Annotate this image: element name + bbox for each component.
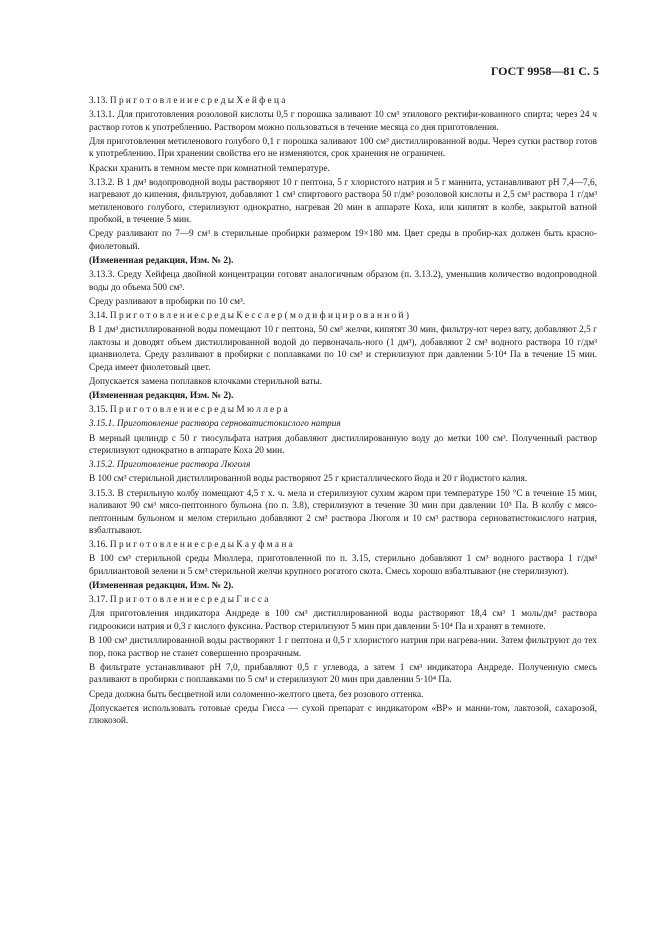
paragraph: 3.15. П р и г о т о в л е н и е с р е д ы М ю л л е р а xyxy=(89,405,288,416)
paragraph: В 100 см³ стерильной дистиллированной воды растворяют 25 г кристаллического йода и 20 г йодистого калия. xyxy=(89,474,528,485)
paragraph: Краски хранить в темном месте при комнатной температуре. xyxy=(89,163,330,174)
paragraph: Среда должна быть бесцветной или соломенно-желтого цвета, без розового оттенка. xyxy=(89,689,424,700)
paragraph: 3.13.3. Среду Хейфеца двойной концентрации готовят аналогичным образом (п. 3.13.2), уменьшив количество водопроводной воды до объема 500 см³. xyxy=(89,270,597,293)
paragraph: 3.15.1. Приготовление раствора серноватистокислого натрия xyxy=(89,419,341,430)
paragraph: 3.16. П р и г о т о в л е н и е с р е д ы К а у ф м а н а xyxy=(89,540,293,551)
paragraph: 3.15.2. Приготовление раствора Люголя xyxy=(89,460,251,471)
paragraph: Допускается использовать готовые среды Гисса — сухой препарат с индикатором «ВР» и манни-том, лактозой, сахарозой, глюкозой. xyxy=(89,703,597,727)
paragraph: В фильтрате устанавливают рН 7,0, прибавляют 0,5 г углевода, а затем 1 см³ индикатора Андреде. Полученную смесь разливают в пробирки с поплавками по 5 см³ и стерилизуют 20 мин при давлении 5·10⁴ Па. xyxy=(89,662,597,686)
paragraph: 3.17. П р и г о т о в л е н и е с р е д ы Г и с с а xyxy=(89,595,269,606)
paragraph: 3.14. П р и г о т о в л е н и е с р е д ы К е с с л е р ( м о д и ф и ц и р о в а н н о й ) xyxy=(89,311,409,322)
paragraph: Для приготовления индикатора Андреде в 100 см³ дистиллированной воды растворяют 18,4 см³ 1 моль/дм³ раствора гидроокиси натрия и 0,3 г кислого фуксина. Раствор стерилизуют 5 мин при давлении 5·10⁴ Па и хранят в темноте. xyxy=(89,609,597,632)
paragraph: Для приготовления метиленового голубого 0,1 г порошка заливают 100 см³ дистиллированной воды. Через сутки раствор готов к употреблению. При хранении свойства его не изменяются, срок хранения не ограничен. xyxy=(89,136,597,160)
paragraph: Среду разливают по 7—9 см³ в стерильные пробирки размером 19×180 мм. Цвет среды в пробир-ках должен быть красно-фиолетовый. xyxy=(89,229,597,252)
paragraph: (Измененная редакция, Изм. № 2). xyxy=(89,581,234,592)
paragraph: 3.15.3. В стерильную колбу помещают 4,5 г х. ч. мела и стерилизуют сухим жаром при температуре 150 °С в течение 15 мин, наливают 90 см³ мясо-пептонного бульона (по п. 3.8), стерилизуют в течение 30 мин при давлении 10⁵ Па. В колбу с мясо-пептонным бульоном и мелом стерильно добавляют 2 см³ раствора Люголя и 10 см³ раствора серноватистокислого натрия, взбалтывают. xyxy=(89,488,597,537)
paragraph: В мерный цилиндр с 50 г тиосульфата натрия добавляют дистиллированную воду до метки 100 см³. Полученный раствор стерилизуют однократно в аппарате Коха 20 мин. xyxy=(89,433,597,457)
paragraph: В 1 дм³ дистиллированной воды помещают 10 г пептона, 50 см³ желчи, кипятят 30 мин, фильтру-ют через вату, добавляют 2,5 г лактозы и доводят объем дистиллированной водой до первоначаль-ного (1 дм³), добавляют 2 см³ водного раствора 10 г/дм³ цианвиолета. Среду разливают в пробирки с поплавками по 10 см³ и стерилизуют при давлении 5·10⁴ Па в течение 15 мин. Среда имеет фиолетовый цвет. xyxy=(89,325,597,373)
paragraph: Среду разливают в пробирки по 10 см³. xyxy=(89,296,246,307)
paragraph: (Измененная редакция, Изм. № 2). xyxy=(89,391,234,402)
paragraph: (Измененная редакция, Изм. № 2). xyxy=(89,256,234,267)
paragraph: 3.13. П р и г о т о в л е н и е с р е д ы Х е й ф е ц а xyxy=(89,96,286,106)
paragraph: В 100 см³ стерильной среды Мюллера, приготовленной по п. 3.15, стерильно добавляют 1 см³ водного раствора 1 г/дм³ бриллиантовой зелени и 5 см³ стерильной желчи крупного рогатого скота. Смесь хорошо взбалтывают (не стерилизуют). xyxy=(89,554,597,578)
paragraph: 3.13.1. Для приготовления розоловой кислоты 0,5 г порошка заливают 10 см³ этилового ректифи-кованного спирта; через 24 ч раствор готов к употреблению. Раствором можно пользоваться в течение месяца со дня приготовления. xyxy=(89,110,597,133)
document-body xyxy=(89,95,597,729)
paragraph: В 100 см³ дистиллированной воды растворяют 1 г пептона и 0,5 г хлористого натрия при нагрева-нии. Затем фильтруют до тех пор, пока раствор не станет совершенно прозрачным. xyxy=(89,636,597,659)
page-header: ГОСТ 9958—81 С. 5 xyxy=(490,64,599,78)
paragraph: 3.13.2. В 1 дм³ водопроводной воды растворяют 10 г пептона, 5 г хлористого натрия и 5 г маннита, устанавливают рН 7,4—7,6, нагревают до кипения, фильтруют, добавляют 1 см³ спиртового раствора 50 г/дм³ розоловой кислоты и 2,5 см³ раствора 1 г/дм³ метиленового голубого, стерилизуют однократно, нагревая 20 мин в аппарате Коха, или кипятят в колбе, закрытой ватной пробкой, в течение 5 мин. xyxy=(89,177,597,226)
paragraph: Допускается замена поплавков клочками стерильной ваты. xyxy=(89,377,323,388)
